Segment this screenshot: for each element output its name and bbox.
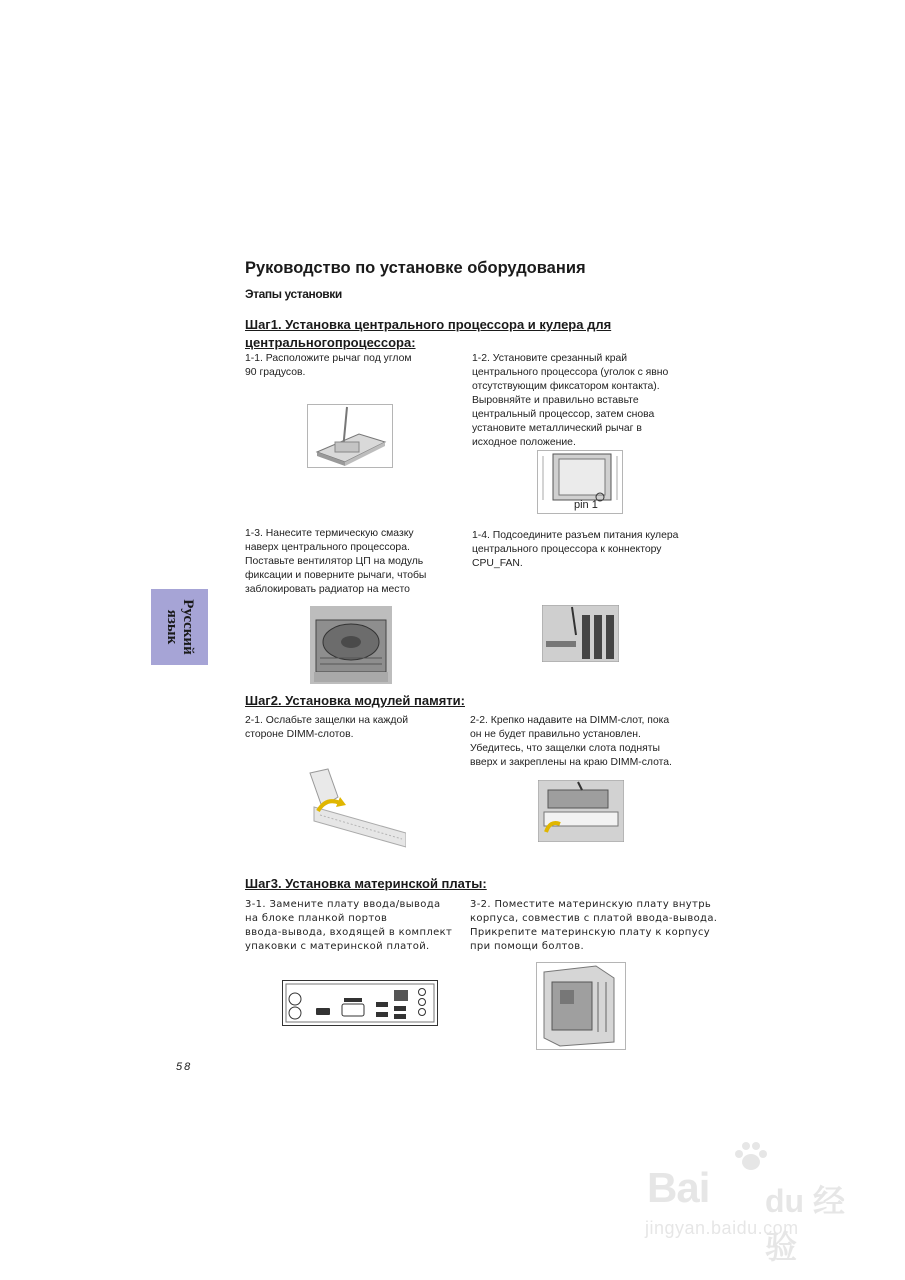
step2-1-text: 2-1. Ослабьте защелки на каждой стороне DIMM-слотов. — [245, 715, 409, 740]
step2-heading: Шаг2. Установка модулей памяти: — [245, 693, 465, 708]
watermark-brand-suffix: du 经验 — [765, 1183, 845, 1265]
step1-heading-line1: Шаг1. Установка центрального процессора и кулера для — [245, 317, 612, 332]
step1-heading-line2: центральногопроцессора: — [245, 335, 416, 350]
dimm-insert-figure — [538, 780, 624, 842]
step1-3-text: 1-3. Нанесите термическую смазку наверх центрального процессора. Поставьте вентилятор ЦП на модуль фиксации и поверните рычаги, чтобы заблокировать радиатор на место — [245, 528, 427, 595]
paw-icon — [733, 1142, 769, 1172]
language-tab — [151, 589, 208, 665]
language-tab-label: Русский язык — [163, 599, 196, 655]
page-number: 58 — [176, 1061, 193, 1073]
step2-2-text: 2-2. Крепко надавите на DIMM-слот, пока он не будет правильно установлен. Убедитесь, что защелки слота подняты вверх и закреплены на краю DIMM-слота. — [470, 715, 672, 768]
cpu-fan-connector-figure — [542, 605, 619, 662]
pin1-label: pin 1 — [574, 499, 598, 511]
step1-2-text: 1-2. Установите срезанный край центрального процессора (уголок с явно отсутствующим фиксатором контакта). Выровняйте и правильно вставьте центральный процессор, затем снова установите металлический рычаг в исходное положение. — [472, 353, 669, 448]
watermark-brand: Bai — [647, 1164, 710, 1211]
io-shield-figure — [282, 980, 438, 1026]
section-subtitle: Этапы установки — [245, 287, 342, 301]
step1-4-text: 1-4. Подсоедините разъем питания кулера центрального процессора к коннектору CPU_FAN. — [472, 530, 679, 569]
step3-heading: Шаг3. Установка материнской платы: — [245, 876, 487, 891]
step3-1-text: 3-1. Замените плату ввода/вывода на блоке планкой портов ввода-вывода, входящей в комплект упаковки с материнской платой. — [245, 899, 453, 952]
dimm-latch-figure — [296, 767, 406, 849]
socket-lever-figure — [307, 404, 393, 468]
page-title: Руководство по установке оборудования — [245, 259, 586, 277]
baidu-watermark — [645, 1142, 855, 1265]
step3-2-text: 3-2. Поместите материнскую плату внутрь корпуса, совместив с платой ввода-вывода. Прикрепите материнскую плату к корпусу при помощи болтов. — [470, 899, 718, 952]
step1-1-text: 1-1. Расположите рычаг под углом 90 градусов. — [245, 353, 412, 378]
cpu-cooler-figure — [310, 606, 392, 684]
watermark-url: jingyan.baidu.com — [645, 1218, 799, 1238]
step1-heading — [245, 316, 611, 352]
motherboard-case-figure — [536, 962, 626, 1050]
